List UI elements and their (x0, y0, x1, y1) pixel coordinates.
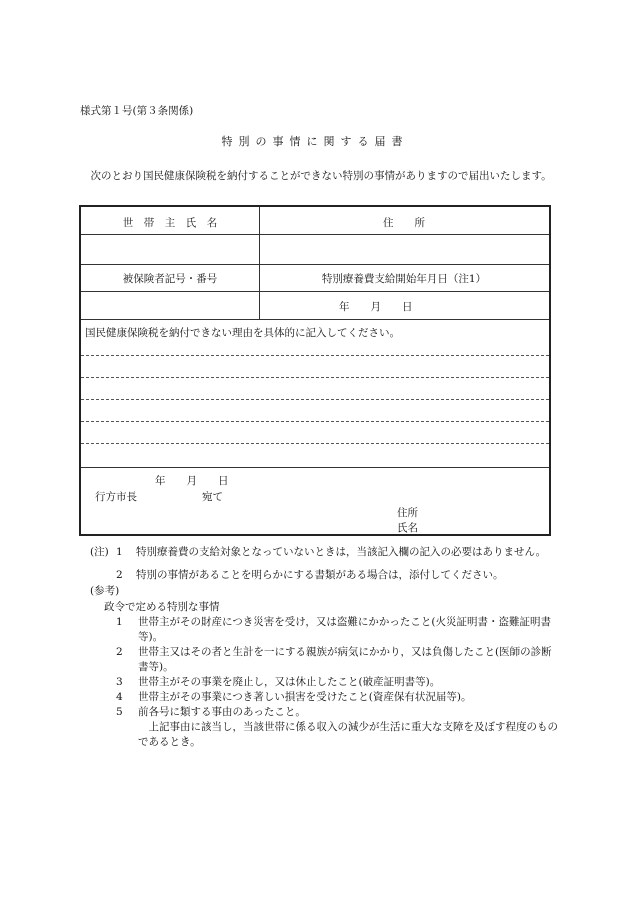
ref-item-text: 世帯主又はその者と生計を一にする親族が病気にかかり，又は負傷したこと(医師の診断書等)。 (138, 646, 552, 673)
ref-item-text: 世帯主がその事業を廃止し，又は休止したこと(破産証明書等)。 (138, 676, 441, 688)
ref-item-number: 5 (116, 706, 123, 718)
ref-item-number: 2 (116, 646, 123, 658)
header-start-date: 特別療養費支給開始年月日（注1） (321, 273, 487, 285)
note1-number: 1 (116, 546, 123, 558)
intro-text: 次のとおり国民健康保険税を納付することができない特別の事情がありますので届出いたします。 (90, 170, 552, 182)
notes-section (90, 544, 560, 750)
reference-label: (参考) (90, 585, 120, 597)
recipient-name: 行方市長 (95, 491, 137, 503)
header-address: 住 所 (383, 217, 425, 229)
start-date-field[interactable]: 年 月 日 (339, 301, 413, 313)
applicant-address-label: 住所 (397, 507, 418, 519)
reference-heading: 政令で定める特別な事情 (104, 601, 220, 613)
form-number: 様式第１号(第３条関係) (80, 105, 194, 117)
ref-item-text: 前各号に類する事由のあったこと。 (138, 706, 306, 718)
header-householder-name: 世 帯 主 氏 名 (122, 217, 218, 229)
submission-date[interactable]: 年 月 日 (155, 475, 229, 487)
note-label: (注) (90, 546, 109, 558)
ref-item-text: 世帯主がその財産につき災害を受け，又は盗難にかかったこと(火災証明書・盗難証明書等)。 (138, 616, 551, 643)
closing-condition: 上記事由に該当し，当該世帯に係る収入の減少が生活に重大な支障を及ぼす程度のものであるとき。 (138, 721, 558, 748)
reason-prompt: 国民健康保険税を納付できない理由を具体的に記入してください。 (85, 327, 400, 339)
notification-form-table (79, 205, 551, 536)
note2-text: 特別の事情があることを明らかにする書類がある場合は，添付してください。 (136, 569, 504, 581)
address-field[interactable] (259, 237, 549, 263)
applicant-name-label: 氏名 (397, 522, 418, 534)
ref-item-number: 3 (116, 676, 123, 688)
recipient-suffix: 宛て (202, 491, 223, 503)
ref-item-number: 4 (116, 691, 123, 703)
reason-field[interactable] (83, 343, 547, 465)
note2-number: 2 (116, 569, 123, 581)
ref-item-text: 世帯主がその事業につき著しい損害を受けたこと(資産保有状況届等)。 (138, 691, 472, 703)
note1-text: 特別療養費の支給対象となっていないときは，当該記入欄の記入の必要はありません。 (136, 546, 547, 558)
document-title: 特別の事情に関する届書 (221, 135, 409, 148)
header-insured-number: 被保険者記号・番号 (122, 273, 218, 285)
ref-item-number: 1 (116, 616, 123, 628)
insured-number-field[interactable] (81, 294, 259, 318)
householder-name-field[interactable] (81, 237, 259, 263)
